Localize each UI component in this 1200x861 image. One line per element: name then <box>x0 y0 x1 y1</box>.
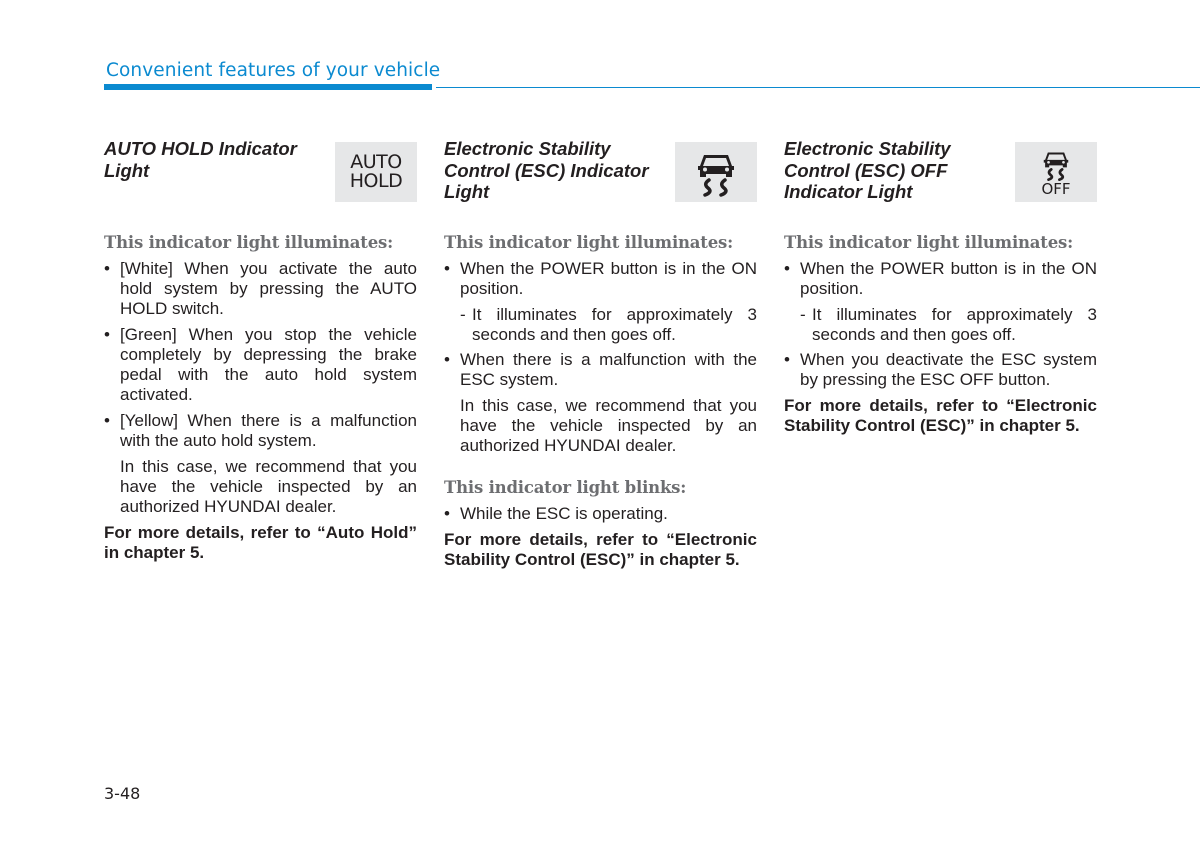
illuminates-heading: This indicator light illuminates: <box>784 233 1073 252</box>
illuminates-heading: This indicator light illuminates: <box>444 233 733 252</box>
note-paragraph: In this case, we recommend that you have the vehicle inspected by an authorized HYUNDAI dealer. <box>460 396 757 455</box>
list-item: • When the POWER button is in the ON position. <box>444 259 757 298</box>
blinks-heading: This indicator light blinks: <box>444 478 687 497</box>
section-heading: Electronic Stability Control (ESC) Indicator Light <box>444 138 649 202</box>
icon-label: OFF <box>1041 180 1071 198</box>
page-number: 3-48 <box>104 784 141 803</box>
header-rule-thin <box>436 87 1200 89</box>
list-item: • When the POWER button is in the ON position. <box>784 259 1097 298</box>
esc-skid-car-icon <box>675 142 757 202</box>
section-head <box>444 138 757 233</box>
section-head <box>784 138 1097 233</box>
section-title: Convenient features of your vehicle <box>106 60 441 81</box>
list-item: • When you deactivate the ESC system by pressing the ESC OFF button. <box>784 350 1097 389</box>
skid-car-icon <box>1039 147 1073 181</box>
reference-text: For more details, refer to “Auto Hold” in chapter 5. <box>104 523 417 562</box>
auto-hold-icon <box>335 142 417 202</box>
sub-list-item: - It illuminates for approximately 3 seconds and then goes off. <box>460 305 757 344</box>
esc-indicator-section <box>444 138 757 570</box>
section-heading: Electronic Stability Control (ESC) OFF Indicator Light <box>784 138 951 202</box>
list-item: • When there is a malfunction with the ESC system. <box>444 350 757 389</box>
reference-text: For more details, refer to “Electronic Stability Control (ESC)” in chapter 5. <box>444 530 757 569</box>
list-item: • [White] When you activate the auto hold system by pressing the AUTO HOLD switch. <box>104 259 417 318</box>
esc-off-section <box>784 138 1097 436</box>
sub-list-item: - It illuminates for approximately 3 seconds and then goes off. <box>800 305 1097 344</box>
section-head <box>104 138 417 233</box>
illuminates-heading: This indicator light illuminates: <box>104 233 393 252</box>
reference-text: For more details, refer to “Electronic Stability Control (ESC)” in chapter 5. <box>784 396 1097 435</box>
header-rule-thick <box>104 84 432 90</box>
note-paragraph: In this case, we recommend that you have the vehicle inspected by an authorized HYUNDAI dealer. <box>120 457 417 516</box>
esc-off-icon <box>1015 142 1097 202</box>
list-item: • [Green] When you stop the vehicle completely by depressing the brake pedal with the auto hold system activated. <box>104 325 417 404</box>
icon-label-line: AUTO <box>350 151 402 173</box>
auto-hold-section <box>104 138 417 563</box>
list-item: • [Yellow] When there is a malfunction with the auto hold system. <box>104 411 417 450</box>
list-item: • While the ESC is operating. <box>444 504 668 523</box>
icon-label-line: HOLD <box>349 170 403 192</box>
section-heading: AUTO HOLD Indicator Light <box>104 138 297 181</box>
